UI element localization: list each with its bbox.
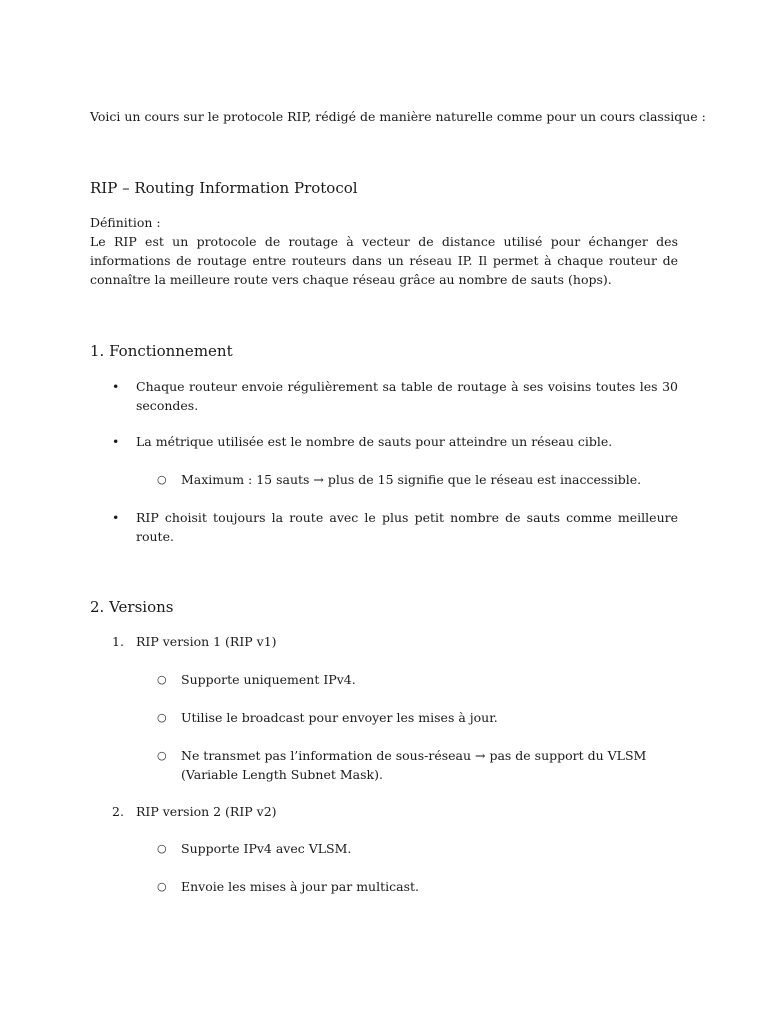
circle-bullet-icon: ○ — [157, 711, 167, 724]
intro-paragraph: Voici un cours sur le protocole RIP, rédigé de manière naturelle comme pour un cours classique : — [90, 109, 706, 124]
list-number: 1. — [112, 634, 124, 649]
list-item — [112, 377, 678, 415]
sub-list-item — [157, 708, 678, 727]
definition-block — [90, 213, 678, 289]
list-item — [112, 432, 678, 451]
sub-list-item — [157, 839, 678, 858]
bullet-icon: • — [112, 434, 120, 449]
sub-list-item — [157, 877, 678, 896]
sub-list-item-text: Ne transmet pas l’information de sous-réseau → pas de support du VLSM (Variable Length Subnet Mask). — [181, 748, 647, 782]
numbered-item-text: RIP version 2 (RIP v2) — [136, 804, 277, 819]
list-item — [112, 508, 678, 546]
circle-bullet-icon: ○ — [157, 473, 167, 486]
numbered-item-text: RIP version 1 (RIP v1) — [136, 634, 277, 649]
document-title: RIP – Routing Information Protocol — [90, 179, 358, 197]
list-number: 2. — [112, 804, 124, 819]
sub-list-item — [157, 746, 678, 784]
definition-text: Le RIP est un protocole de routage à vecteur de distance utilisé pour échanger des informations de routage entre routeurs dans un réseau IP. Il permet à chaque routeur de connaître la meilleure route vers chaque réseau grâce au nombre de sauts (hops). — [90, 234, 678, 287]
circle-bullet-icon: ○ — [157, 749, 167, 762]
numbered-item — [112, 802, 678, 821]
sub-list-item-text: Supporte IPv4 avec VLSM. — [181, 841, 352, 856]
sub-list-item-text: Envoie les mises à jour par multicast. — [181, 879, 419, 894]
bullet-icon: • — [112, 379, 120, 394]
sub-list-item-text: Supporte uniquement IPv4. — [181, 672, 356, 687]
list-item-text: Chaque routeur envoie régulièrement sa table de routage à ses voisins toutes les 30 secondes. — [136, 379, 678, 413]
sub-list-item-text: Maximum : 15 sauts → plus de 15 signifie que le réseau est inaccessible. — [181, 472, 642, 487]
numbered-item — [112, 632, 678, 651]
list-item-text: La métrique utilisée est le nombre de sauts pour atteindre un réseau cible. — [136, 434, 613, 449]
section-heading-fonctionnement: 1. Fonctionnement — [90, 342, 233, 360]
circle-bullet-icon: ○ — [157, 880, 167, 893]
list-item-text: RIP choisit toujours la route avec le plus petit nombre de sauts comme meilleure route. — [136, 510, 678, 544]
sub-list-item — [157, 470, 678, 489]
circle-bullet-icon: ○ — [157, 673, 167, 686]
sub-list-item — [157, 670, 678, 689]
circle-bullet-icon: ○ — [157, 842, 167, 855]
sub-list-item-text: Utilise le broadcast pour envoyer les mises à jour. — [181, 710, 498, 725]
definition-label: Définition : — [90, 215, 161, 230]
section-heading-versions: 2. Versions — [90, 598, 174, 616]
bullet-icon: • — [112, 510, 120, 525]
